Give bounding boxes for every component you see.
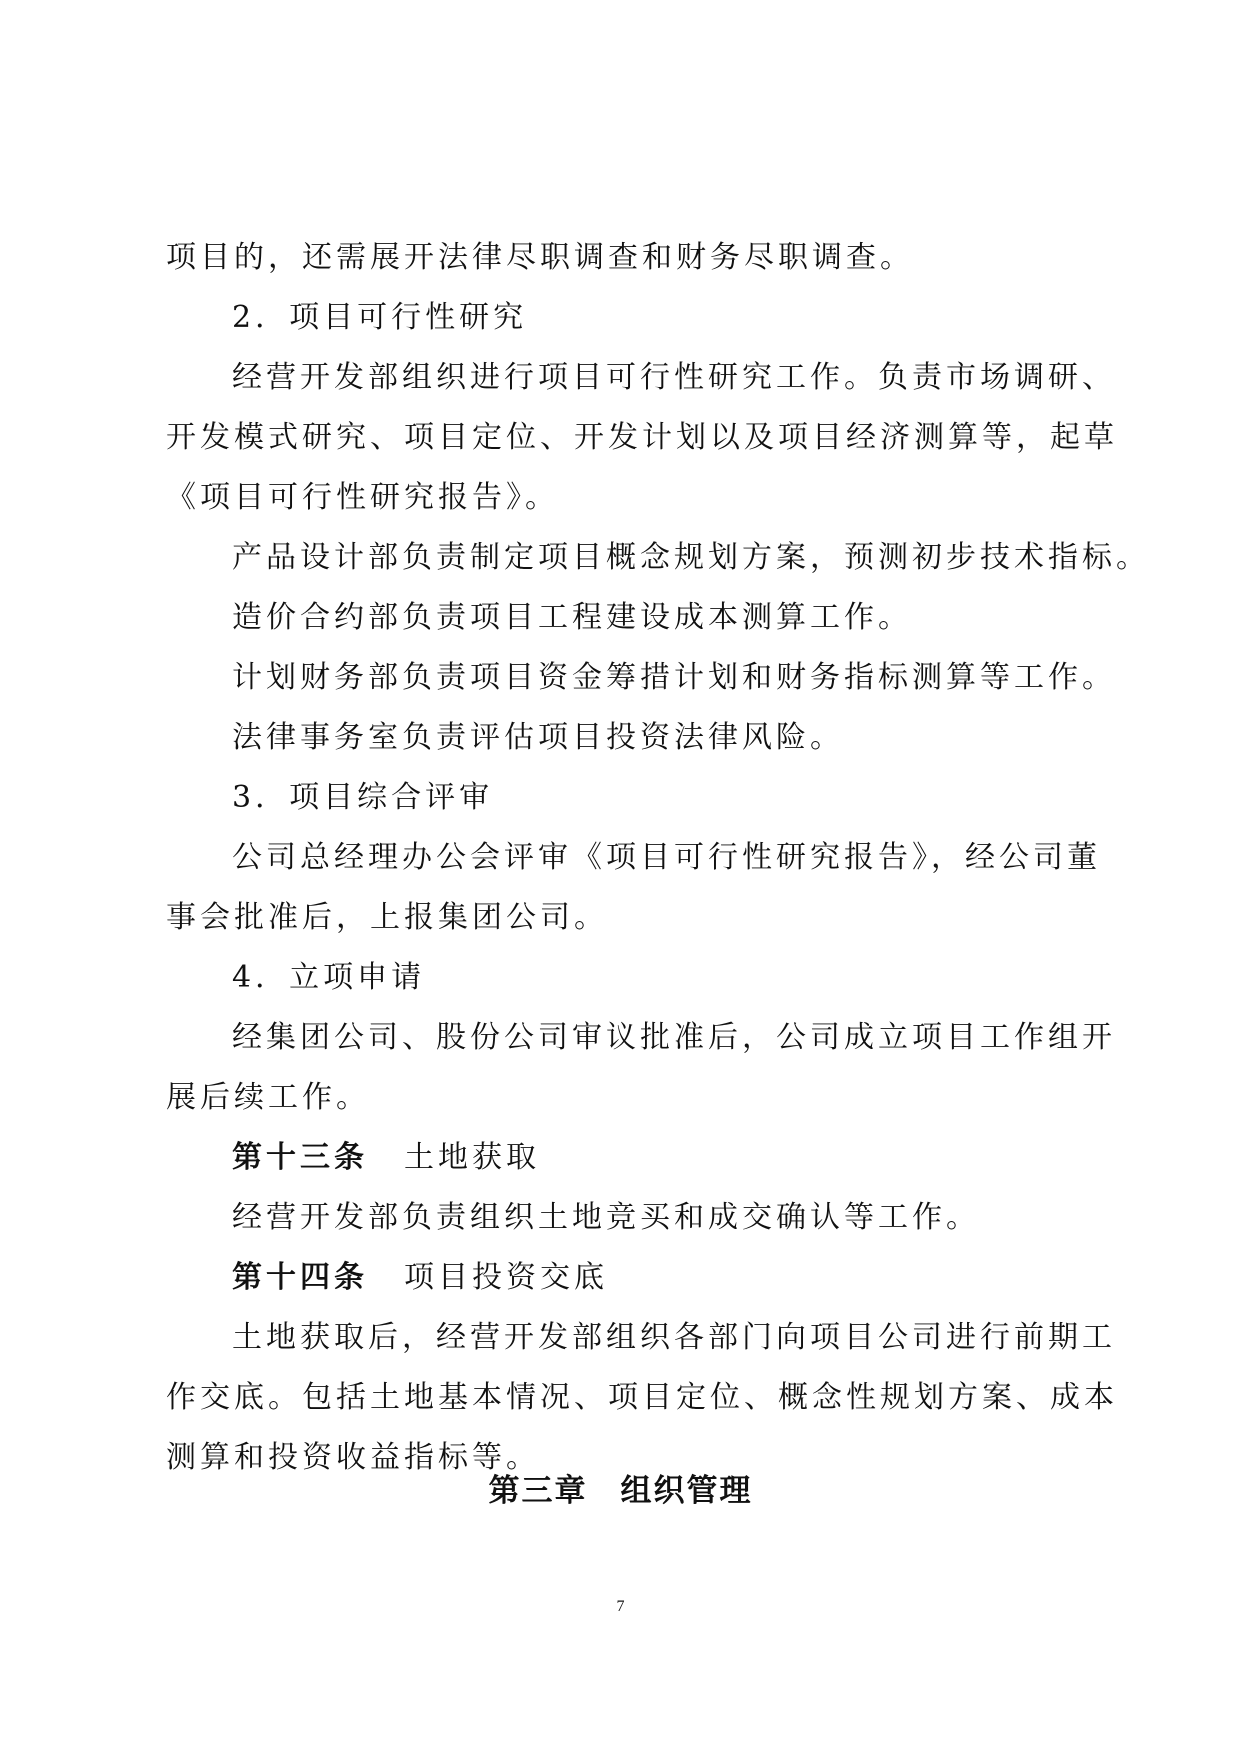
section-heading-application: 4．立项申请 xyxy=(232,960,426,995)
paragraph-line: 开发模式研究、项目定位、开发计划以及项目经济测算等，起草 xyxy=(166,420,1118,455)
page-number: 7 xyxy=(616,1598,625,1615)
article-13-title: 土地获取 xyxy=(404,1140,540,1175)
article-14-title: 项目投资交底 xyxy=(404,1260,608,1295)
document-body xyxy=(166,228,1150,1488)
paragraph-line: 作交底。包括土地基本情况、项目定位、概念性规划方案、成本 xyxy=(166,1380,1118,1415)
paragraph-line: 公司总经理办公会评审《项目可行性研究报告》，经公司董 xyxy=(232,840,1101,875)
paragraph-line: 经集团公司、股份公司审议批准后，公司成立项目工作组开 xyxy=(232,1020,1116,1055)
chapter-heading: 第三章 组织管理 xyxy=(488,1473,753,1509)
paragraph-line: 展后续工作。 xyxy=(166,1080,370,1115)
article-13-body: 经营开发部负责组织土地竞买和成交确认等工作。 xyxy=(232,1200,980,1235)
paragraph-line: 计划财务部负责项目资金筹措计划和财务指标测算等工作。 xyxy=(232,660,1116,695)
paragraph-line: 法律事务室负责评估项目投资法律风险。 xyxy=(232,720,844,755)
section-heading-review: 3．项目综合评审 xyxy=(232,780,494,815)
article-13-heading xyxy=(166,1128,1086,1188)
paragraph-line: 测算和投资收益指标等。 xyxy=(166,1440,540,1475)
paragraph-line: 事会批准后，上报集团公司。 xyxy=(166,900,608,935)
paragraph-line: 项目的，还需展开法律尽职调查和财务尽职调查。 xyxy=(166,240,914,275)
article-14-heading xyxy=(166,1248,1086,1308)
article-13-label: 第十三条 xyxy=(232,1140,368,1175)
section-heading-feasibility: 2．项目可行性研究 xyxy=(232,300,528,335)
paragraph-line: 造价合约部负责项目工程建设成本测算工作。 xyxy=(232,600,912,635)
article-14-label: 第十四条 xyxy=(232,1260,368,1295)
paragraph-line: 产品设计部负责制定项目概念规划方案，预测初步技术指标。 xyxy=(232,540,1150,575)
paragraph-line: 经营开发部组织进行项目可行性研究工作。负责市场调研、 xyxy=(232,360,1116,395)
paragraph-line: 土地获取后，经营开发部组织各部门向项目公司进行前期工 xyxy=(232,1320,1116,1355)
paragraph-line: 《项目可行性研究报告》。 xyxy=(166,480,559,515)
